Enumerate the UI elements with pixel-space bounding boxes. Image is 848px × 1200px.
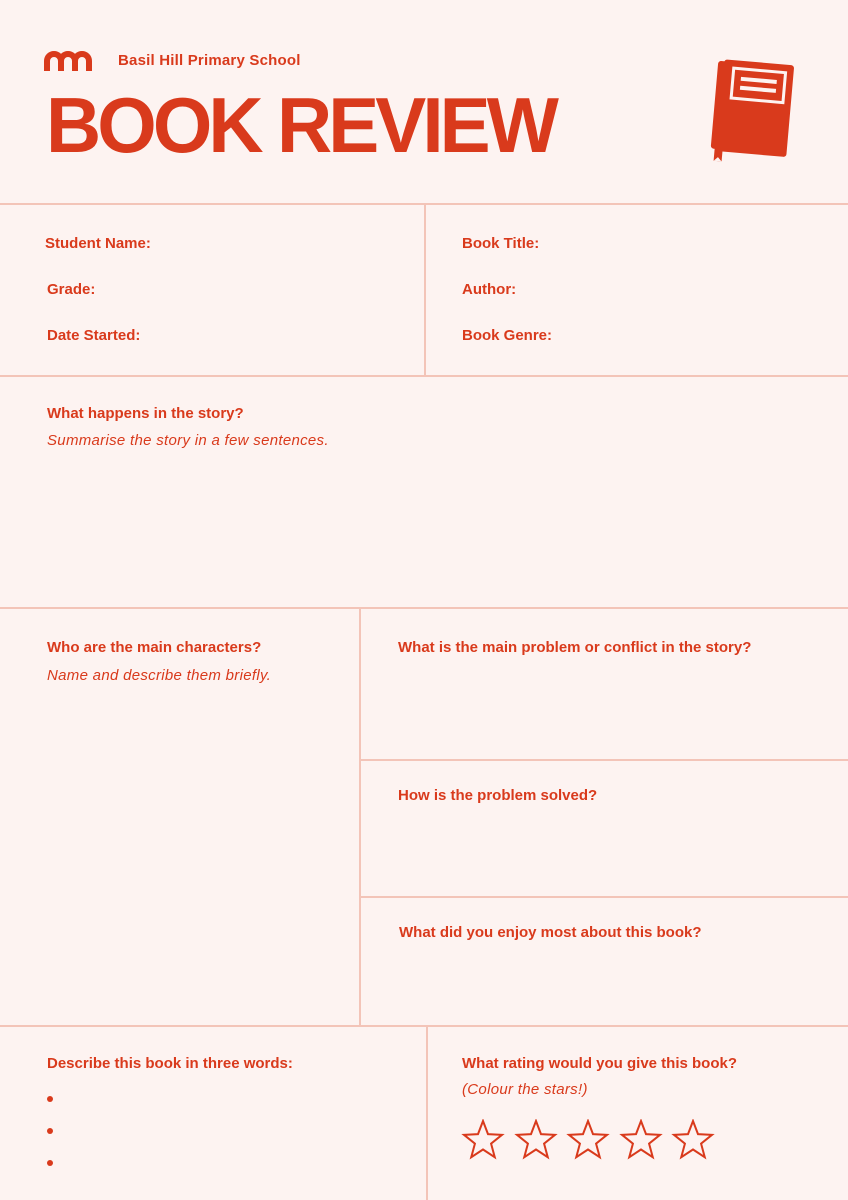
date-started-field[interactable]: Date Started: <box>47 327 141 344</box>
author-field[interactable]: Author: <box>462 281 517 298</box>
solution-answer-area[interactable] <box>390 815 830 890</box>
page-title: BOOK REVIEW <box>46 81 555 169</box>
bullet-point <box>47 1160 53 1166</box>
enjoy-answer-area[interactable] <box>390 952 830 1018</box>
star-outline-icon[interactable] <box>566 1119 610 1161</box>
story-hint: Summarise the story in a few sentences. <box>47 432 329 449</box>
divider <box>0 607 848 609</box>
rating-question: What rating would you give this book? <box>462 1055 737 1072</box>
student-name-field[interactable]: Student Name: <box>45 235 151 252</box>
bullet-point <box>47 1128 53 1134</box>
characters-question: Who are the main characters? <box>47 639 262 656</box>
characters-hint: Name and describe them briefly. <box>47 667 272 684</box>
divider <box>360 759 848 761</box>
grade-field[interactable]: Grade: <box>47 281 96 298</box>
book-genre-field[interactable]: Book Genre: <box>462 327 553 344</box>
story-answer-area[interactable] <box>40 460 810 600</box>
divider <box>424 204 426 376</box>
school-logo-icon <box>44 50 96 72</box>
three-words-question: Describe this book in three words: <box>47 1055 293 1072</box>
book-title-field[interactable]: Book Title: <box>462 235 540 252</box>
star-outline-icon[interactable] <box>671 1119 715 1161</box>
solution-question: How is the problem solved? <box>398 787 598 804</box>
divider <box>0 1025 848 1027</box>
problem-question: What is the main problem or conflict in the story? <box>398 639 752 656</box>
divider <box>360 896 848 898</box>
story-question: What happens in the story? <box>47 405 244 422</box>
star-outline-icon[interactable] <box>461 1119 505 1161</box>
star-outline-icon[interactable] <box>619 1119 663 1161</box>
characters-answer-area[interactable] <box>40 695 350 1015</box>
bullet-point <box>47 1096 53 1102</box>
enjoy-question: What did you enjoy most about this book? <box>399 924 702 941</box>
divider <box>359 608 361 1026</box>
rating-hint: (Colour the stars!) <box>462 1081 588 1098</box>
problem-answer-area[interactable] <box>390 665 830 753</box>
star-outline-icon[interactable] <box>514 1119 558 1161</box>
book-icon <box>706 56 800 168</box>
school-name: Basil Hill Primary School <box>118 52 301 69</box>
divider <box>426 1026 428 1200</box>
